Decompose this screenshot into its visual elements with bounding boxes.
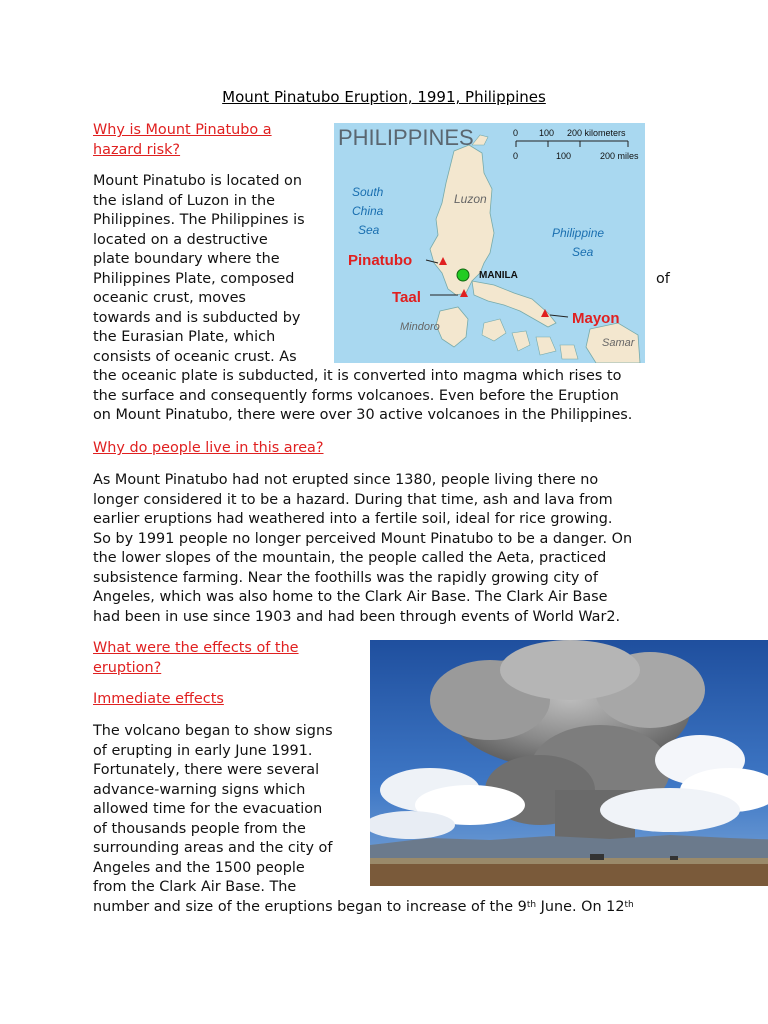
philippines-map xyxy=(334,123,645,363)
paragraph-why-live xyxy=(93,471,693,627)
text-line: Fortunately, there were several xyxy=(93,762,320,778)
text-line: of erupting in early June 1991. xyxy=(93,742,313,759)
label-china: China xyxy=(352,204,384,218)
text-line: located on a destructive xyxy=(93,231,268,248)
text-line: towards and is subducted by xyxy=(93,309,301,326)
text-part: number and size of the eruptions began to increase of the 9 xyxy=(93,899,527,915)
label-taal: Taal xyxy=(392,289,421,306)
text-line: The volcano began to show signs xyxy=(93,723,333,739)
label-sea: Sea xyxy=(358,223,380,237)
label-south: South xyxy=(352,185,384,199)
text-line: longer considered it to be a hazard. During that time, ash and lava from xyxy=(93,491,613,508)
text-line: Philippines Plate, composed xyxy=(93,270,295,287)
scale-km-0: 0 xyxy=(513,128,519,138)
text-line: the lower slopes of the mountain, the people called the Aeta, practiced xyxy=(93,550,607,566)
question-line: hazard risk? xyxy=(93,141,181,158)
paragraph-location xyxy=(93,172,333,367)
text-line: As Mount Pinatubo had not erupted since 1380, people living there no xyxy=(93,472,599,488)
text-line: earlier eruptions had weathered into a fertile soil, ideal for rice growing. xyxy=(93,511,613,527)
text-line: plate boundary where the xyxy=(93,251,280,267)
text-line: Angeles, which was also home to the Clark Air Base. The Clark Air Base xyxy=(93,589,608,605)
label-philippine-sea: Sea xyxy=(572,245,594,259)
text-line-last xyxy=(93,898,634,918)
label-samar: Samar xyxy=(602,337,635,349)
text-line: allowed time for the evacuation xyxy=(93,801,323,817)
eruption-photo xyxy=(370,640,768,886)
question-line: Why is Mount Pinatubo a xyxy=(93,122,272,138)
scale-mi-100: 100 xyxy=(556,151,572,161)
text-line: on Mount Pinatubo, there were over 30 active volcanoes in the Philippines. xyxy=(93,407,633,423)
superscript: th xyxy=(526,900,537,910)
label-luzon: Luzon xyxy=(454,192,487,206)
question-line: What were the effects of the xyxy=(93,640,299,656)
text-line: Philippines. The Philippines is xyxy=(93,212,305,228)
scale-mi-200: 200 miles xyxy=(600,151,639,161)
text-line: Angeles and the 1500 people xyxy=(93,859,305,876)
text-line: the oceanic plate is subducted, it is converted into magma which rises to xyxy=(93,368,622,384)
text-line: consists of oceanic crust. As xyxy=(93,348,297,365)
scale-km-100: 100 xyxy=(539,128,555,138)
scale-mi-0: 0 xyxy=(513,151,519,161)
text-line: the island of Luzon in the xyxy=(93,192,276,209)
text-line: oceanic crust, moves xyxy=(93,290,246,306)
text-part: June. On 12 xyxy=(536,899,625,915)
text-line: subsistence farming. Near the foothills was the rapidly growing city of xyxy=(93,569,598,586)
label-mayon: Mayon xyxy=(572,310,620,327)
text-line: surrounding areas and the city of xyxy=(93,840,333,856)
text-line: the surface and consequently forms volcanoes. Even before the Eruption xyxy=(93,387,619,404)
page-title: Mount Pinatubo Eruption, 1991, Philippines xyxy=(222,88,546,106)
text-line: from the Clark Air Base. The xyxy=(93,879,297,895)
text-line: advance-warning signs which xyxy=(93,781,306,798)
question-effects xyxy=(93,639,299,678)
manila-marker-icon xyxy=(457,269,469,281)
question-line: eruption? xyxy=(93,659,162,676)
label-philippine: Philippine xyxy=(552,226,605,240)
paragraph-location-cont xyxy=(93,367,693,426)
scale-km-200: 200 kilometers xyxy=(567,128,626,138)
question-why-live: Why do people live in this area? xyxy=(93,440,324,456)
text-line: the Eurasian Plate, which xyxy=(93,329,276,345)
paragraph-immediate-effects xyxy=(93,722,368,898)
subheading-immediate-effects: Immediate effects xyxy=(93,691,224,707)
text-line: Mount Pinatubo is located on xyxy=(93,173,302,189)
text-line: So by 1991 people no longer perceived Mount Pinatubo to be a danger. On xyxy=(93,530,633,547)
superscript: th xyxy=(624,900,634,910)
text-fragment-of: of xyxy=(656,271,670,287)
text-line: of thousands people from the xyxy=(93,820,306,837)
label-mindoro: Mindoro xyxy=(400,321,440,333)
text-line: had been in use since 1903 and had been through events of World War2. xyxy=(93,608,621,625)
map-country-label: PHILIPPINES xyxy=(338,125,474,150)
label-pinatubo: Pinatubo xyxy=(348,252,413,269)
label-manila: MANILA xyxy=(479,270,518,281)
question-hazard-risk xyxy=(93,121,272,160)
